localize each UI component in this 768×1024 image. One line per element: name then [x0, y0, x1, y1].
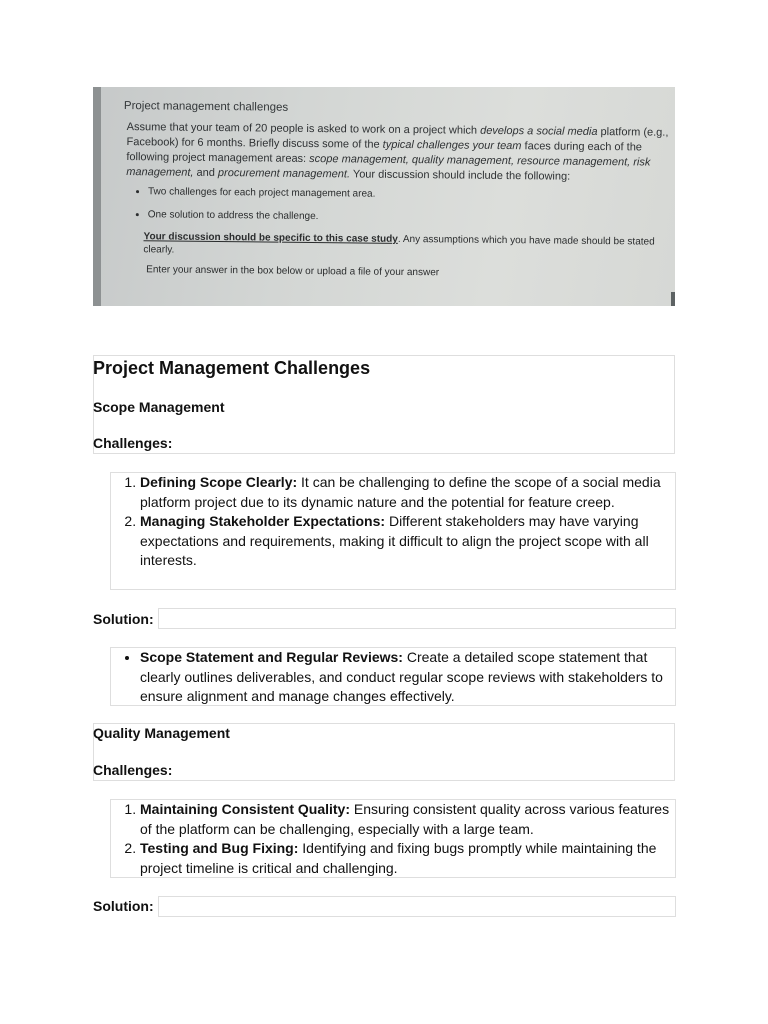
photo-bullet: • One solution to address the challenge. [148, 207, 675, 228]
photo-heading: Project management challenges [123, 100, 289, 114]
list-item: 2. Managing Stakeholder Expectations: Different stakeholders may have varying expectations and requirements, making it difficult to align the project scope with all interests. [140, 512, 675, 571]
photo-bullet: • Two challenges for each project management area. [148, 184, 675, 205]
photo-paragraph: Assume that your team of 20 people is asked to work on a project which develops a social media platform (e.g., Facebook) for 6 months. Briefly discuss some of the typical challenges your team faces during each of the following project management areas: scope management, quality management, resource management, risk management, and procurement management. Your discussion should include the following: [126, 121, 669, 183]
quality-challenges-label: Challenges: [93, 762, 173, 778]
assignment-photo-text [119, 99, 675, 283]
document-title: Project Management Challenges [93, 358, 371, 378]
quality-solution-label: Solution: [93, 898, 154, 914]
scope-heading: Scope Management [93, 399, 225, 415]
list-item: 1. Defining Scope Clearly: It can be challenging to define the scope of a social media platform project due to its dynamic nature and the potential for feature creep. [140, 473, 675, 512]
quality-heading: Quality Management [93, 725, 230, 741]
list-item: 2. Testing and Bug Fixing: Identifying and fixing bugs promptly while maintaining the project timeline is critical and challenging. [140, 839, 675, 878]
list-item: • Scope Statement and Regular Reviews: Create a detailed scope statement that clearly outlines deliverables, and conduct regular scope reviews with stakeholders to ensure alignment and manage changes effectively. [140, 648, 675, 707]
scope-solution-box [158, 608, 676, 629]
photo-enter-instruction: Enter your answer in the box below or upload a file of your answer [146, 264, 440, 279]
photo-bullets [120, 184, 675, 228]
scope-solution-list [110, 647, 676, 706]
scope-solution-label: Solution: [93, 611, 154, 627]
quality-challenges-list [110, 799, 676, 878]
scope-challenges-label: Challenges: [93, 435, 173, 451]
list-item: 1. Maintaining Consistent Quality: Ensuring consistent quality across various features of the platform can be challenging, especially with a large team. [140, 800, 675, 839]
photo-note: Your discussion should be specific to this case study. Any assumptions which you have made should be stated clearly. [143, 231, 655, 256]
scope-challenges-list [110, 472, 676, 590]
photo-edge-shadow [671, 292, 675, 306]
assignment-photo [93, 87, 675, 306]
quality-solution-box [158, 896, 676, 917]
